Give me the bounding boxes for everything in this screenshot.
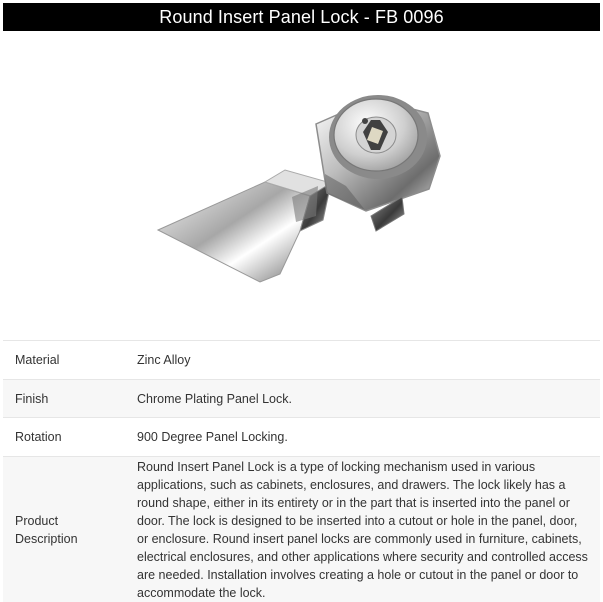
table-row bbox=[3, 457, 600, 602]
page-title bbox=[3, 3, 600, 31]
table-row bbox=[3, 418, 600, 457]
finish-value: Chrome Plating Panel Lock. bbox=[125, 380, 600, 418]
spec-table bbox=[3, 340, 600, 602]
page-title-text: Round Insert Panel Lock - FB 0096 bbox=[159, 7, 443, 28]
material-label: Material bbox=[3, 341, 125, 380]
table-row bbox=[3, 380, 600, 418]
material-value: Zinc Alloy bbox=[125, 341, 600, 380]
product-image bbox=[140, 62, 460, 302]
table-row bbox=[3, 341, 600, 380]
rotation-value: 900 Degree Panel Locking. bbox=[125, 418, 600, 457]
rotation-label: Rotation bbox=[3, 418, 125, 457]
lock-body bbox=[316, 92, 440, 231]
lock-cam bbox=[158, 170, 331, 282]
product-description-value: Round Insert Panel Lock is a type of locking mechanism used in various applications, such as cabinets, enclosures, and drawers. The lock likely has a round shape, either in its entirety or in the part that is inserted into the panel or door. The lock is designed to be inserted into a cutout or hole in the panel, door, or enclosure. Round insert panel locks are commonly used in furniture, cabinets, electrical enclosures, and other applications where security and controlled access are needed. Installation involves creating a hole or cutout in the panel or door to accommodate the lock. bbox=[125, 457, 600, 602]
finish-label: Finish bbox=[3, 380, 125, 418]
product-description-label: Product Description bbox=[3, 457, 125, 602]
